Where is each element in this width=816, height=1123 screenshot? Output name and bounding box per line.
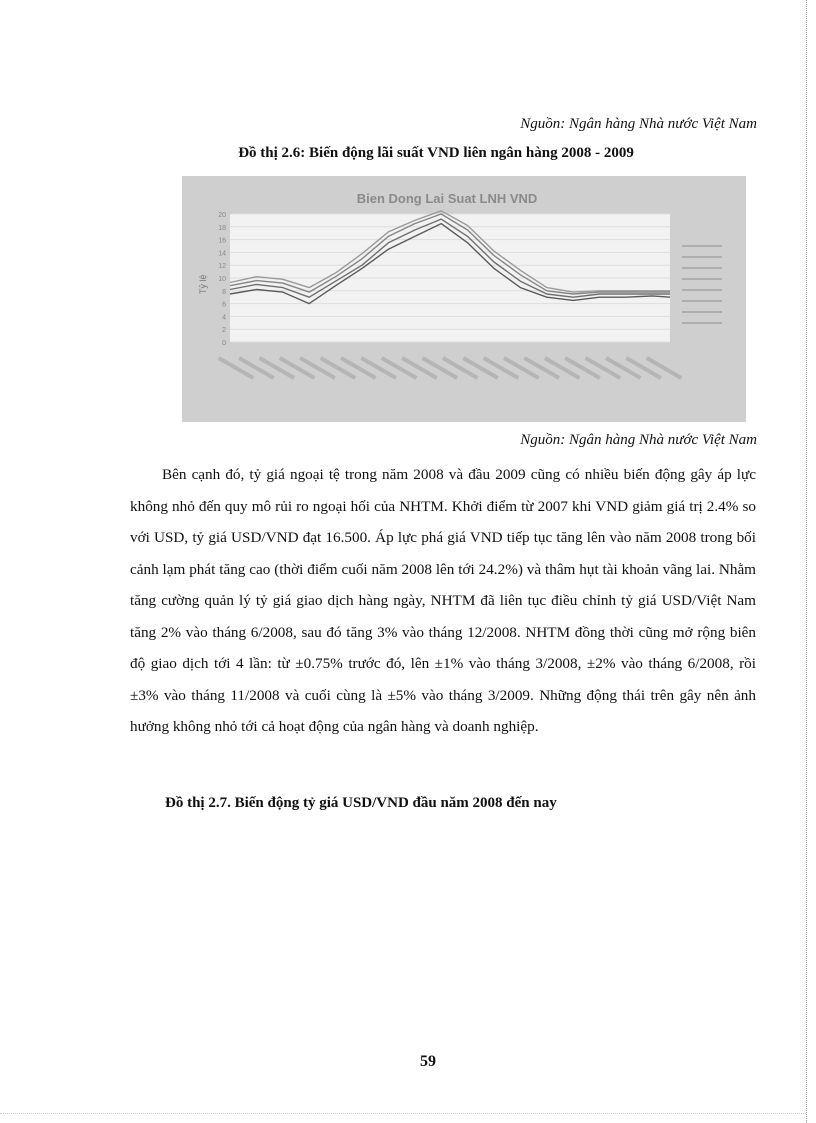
y-tick-label: 8 — [222, 288, 226, 296]
source-note-bottom: Nguồn: Ngân hàng Nhà nước Việt Nam — [520, 432, 757, 448]
interest-rate-chart — [182, 176, 746, 422]
y-tick-label: 10 — [218, 276, 226, 283]
figure-2-6-chart — [182, 176, 746, 422]
y-tick-label: 18 — [218, 224, 226, 232]
y-tick-label: 0 — [222, 340, 226, 347]
y-tick-label: 20 — [218, 212, 226, 219]
page-edge-right — [806, 0, 807, 1123]
figure-2-6-caption: Đồ thị 2.6: Biến động lãi suất VND liên ngân hàng 2008 - 2009 — [238, 145, 634, 161]
y-tick-label: 16 — [218, 237, 226, 245]
source-note-top: Nguồn: Ngân hàng Nhà nước Việt Nam — [520, 116, 757, 132]
body-text — [130, 459, 756, 743]
y-tick-label: 12 — [218, 263, 226, 271]
y-axis-label: Tỷ lệ — [198, 274, 208, 294]
y-tick-label: 4 — [222, 314, 226, 322]
y-tick-label: 14 — [218, 250, 226, 258]
paragraph: Bên cạnh đó, tỷ giá ngoại tệ trong năm 2008 và đầu 2009 cũng có nhiều biến động gây áp lực không nhỏ đến quy mô rủi ro ngoại hối của NHTM. Khởi điểm từ 2007 khi VND giảm giá trị 2.4% so với USD, tỷ giá USD/VND đạt 16.500. Áp lực phá giá VND tiếp tục tăng lên vào năm 2008 trong bối cảnh lạm phát tăng cao (thời điểm cuối năm 2008 lên tới 24.2%) và thâm hụt tài khoản vãng lai. Nhằm tăng cường quản lý tỷ giá giao dịch hàng ngày, NHTM đã liên tục điều chỉnh tỷ giá USD/Việt Nam tăng 2% vào tháng 6/2008, sau đó tăng 3% vào tháng 12/2008. NHTM đồng thời cũng mở rộng biên độ giao dịch tới 4 lần: từ ±0.75% trước đó, lên ±1% vào tháng 3/2008, ±2% vào tháng 6/2008, rồi ±3% vào tháng 11/2008 và cuối cùng là ±5% vào tháng 3/2009. Những động thái trên gây nên ảnh hưởng không nhỏ tới cả hoạt động của ngân hàng và doanh nghiệp. — [130, 466, 756, 735]
figure-2-7-caption: Đồ thị 2.7. Biến động tỷ giá USD/VND đầu năm 2008 đến nay — [165, 795, 557, 811]
y-tick-label: 2 — [222, 327, 226, 335]
y-tick-label: 6 — [222, 301, 226, 309]
page-number: 59 — [420, 1053, 436, 1070]
chart-title: Bien Dong Lai Suat LNH VND — [356, 191, 538, 206]
page-edge-bottom — [0, 1113, 806, 1114]
